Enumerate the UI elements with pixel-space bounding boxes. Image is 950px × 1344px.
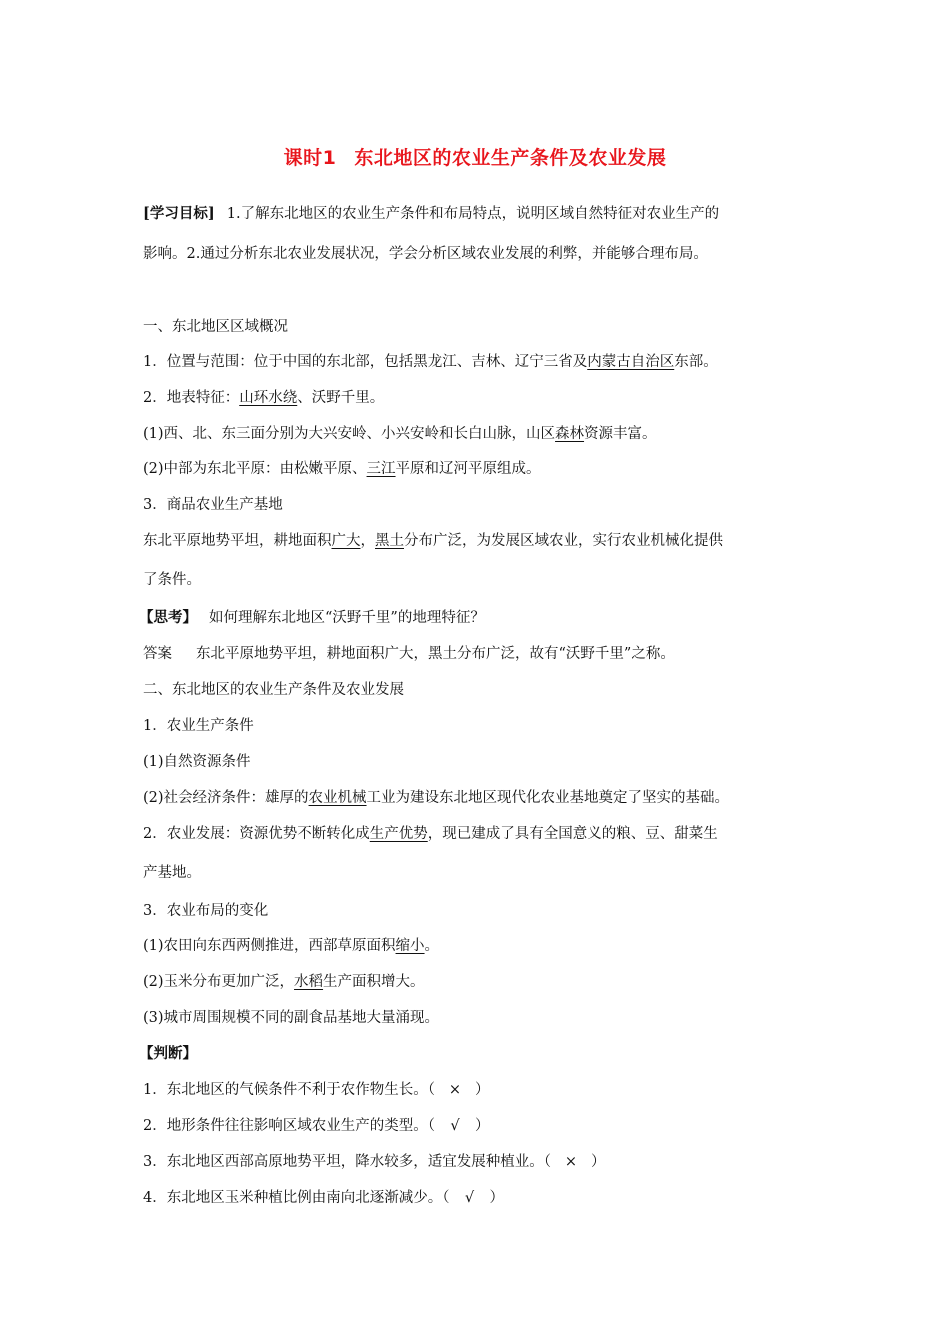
s1-base-blank-1: 广大 [331,533,361,549]
s2-layout-1 [143,936,439,956]
s2-layout-3: (3)城市周围规模不同的副食品基地大量涌现。 [143,1010,440,1026]
s1-location-end: 东部。 [674,354,718,370]
s1-location-blank: 内蒙古自治区 [587,354,675,370]
s1-mountains-text: (1)西、北、东三面分别为大兴安岭、小兴安岭和长白山脉，山区 [143,426,556,442]
section2-heading: 二、东北地区的农业生产条件及农业发展 [143,682,404,698]
s1-terrain [143,388,384,408]
s2-layout-2-end: 生产面积增大。 [323,974,425,990]
s1-location-text: 1．位置与范围：位于中国的东北部，包括黑龙江、吉林、辽宁三省及 [143,354,588,370]
s1-terrain-end: 、沃野千里。 [297,390,385,406]
s1-mountains-blank: 森林 [555,426,585,442]
s2-social-end: 工业为建设东北地区现代化农业基地奠定了坚实的基础。 [366,790,730,806]
s1-base-heading: 3．商品农业生产基地 [143,497,283,513]
s2-layout-heading: 3．农业布局的变化 [143,903,269,919]
judge-mark: × [448,1082,462,1098]
s1-mountains-end: 资源丰富。 [584,426,657,442]
judge-item [143,1152,605,1172]
s1-base-text-b: 分布广泛，为发展区域农业，实行农业机械化提供 [404,533,723,549]
judge-item-bracket: （ × ） [543,1154,606,1170]
s2-development [143,824,718,844]
s1-plain-end: 平原和辽河平原组成。 [395,461,541,477]
s2-layout-2-text: (2)玉米分布更加广泛， [143,974,295,990]
objective-text-1: 1.了解东北地区的农业生产条件和布局特点，说明区域自然特征对农业生产的 [226,206,720,222]
s1-base-text-a: 东北平原地势平坦，耕地面积 [143,533,332,549]
judge-item-bracket: （ √ ） [427,1118,490,1134]
judge-item-bracket: （ × ） [427,1082,490,1098]
judge-mark: √ [450,1118,460,1134]
s1-base-blank-2: 黑土 [375,533,404,549]
s1-location [143,352,718,372]
s1-plain-blank: 三江 [366,461,396,477]
judge-mark: √ [464,1190,475,1206]
judge-item [143,1188,504,1208]
s1-terrain-blank: 山环水绕 [239,390,298,406]
objective-line-2: 影响。2.通过分析东北农业发展状况，学会分析区域农业发展的利弊，并能够合理布局。 [143,246,708,262]
s2-layout-1-text: (1)农田向东西两侧推进，西部草原面积 [143,938,396,954]
think-answer [143,644,675,664]
think-question [139,608,485,628]
s2-conditions: 1．农业生产条件 [143,718,254,734]
objective-label: [学习目标] [143,205,215,222]
s2-development-text: 2．农业发展：资源优势不断转化成 [143,826,370,842]
page-title [0,143,950,170]
s1-mountains [143,424,657,444]
judge-item-text: 3．东北地区西部高原地势平坦，降水较多，适宜发展种植业。 [143,1154,544,1170]
s2-layout-2-blank: 水稻 [294,974,324,990]
s2-layout-1-blank: 缩小 [395,938,425,954]
s2-development-cont: 产基地。 [143,865,201,881]
judge-item-text: 2．地形条件往往影响区域农业生产的类型。 [143,1118,428,1134]
s2-development-blank: 生产优势 [369,826,428,842]
answer-text: 东北平原地势平坦，耕地面积广大，黑土分布广泛，故有“沃野千里”之称。 [196,646,675,662]
title-lesson: 课时1 [283,147,337,169]
judge-item-text: 1．东北地区的气候条件不利于农作物生长。 [143,1082,428,1098]
judge-mark: × [564,1154,578,1170]
answer-label: 答案 [143,646,172,662]
judge-item-text: 4．东北地区玉米种植比例由南向北逐渐减少。 [143,1190,443,1206]
s1-base-text [143,531,723,551]
s2-layout-2 [143,972,425,992]
section1-heading: 一、东北地区区域概况 [143,319,288,335]
s2-natural: (1)自然资源条件 [143,754,251,770]
s2-social [143,788,729,808]
s2-social-blank: 农业机械 [308,790,367,806]
objective-line-1 [143,204,719,224]
think-label: 【思考】 [139,609,197,626]
judge-label: 【判断】 [139,1045,197,1062]
s2-layout-1-end: 。 [424,938,440,954]
s1-base-text-cont: 了条件。 [143,572,201,588]
s1-base-comma: ， [360,533,375,549]
judge-item [143,1080,489,1100]
s2-social-text: (2)社会经济条件：雄厚的 [143,790,309,806]
judge-item [143,1116,489,1136]
judge-item-bracket: （ √ ） [442,1190,504,1206]
s1-terrain-text: 2．地表特征： [143,390,240,406]
s1-plain [143,459,541,479]
s2-development-end: ，现已建成了具有全国意义的粮、豆、甜菜生 [427,826,718,842]
s1-plain-text: (2)中部为东北平原：由松嫩平原、 [143,461,367,477]
think-question-text: 如何理解东北地区“沃野千里”的地理特征？ [209,610,485,626]
title-topic: 东北地区的农业生产条件及农业发展 [354,147,667,169]
